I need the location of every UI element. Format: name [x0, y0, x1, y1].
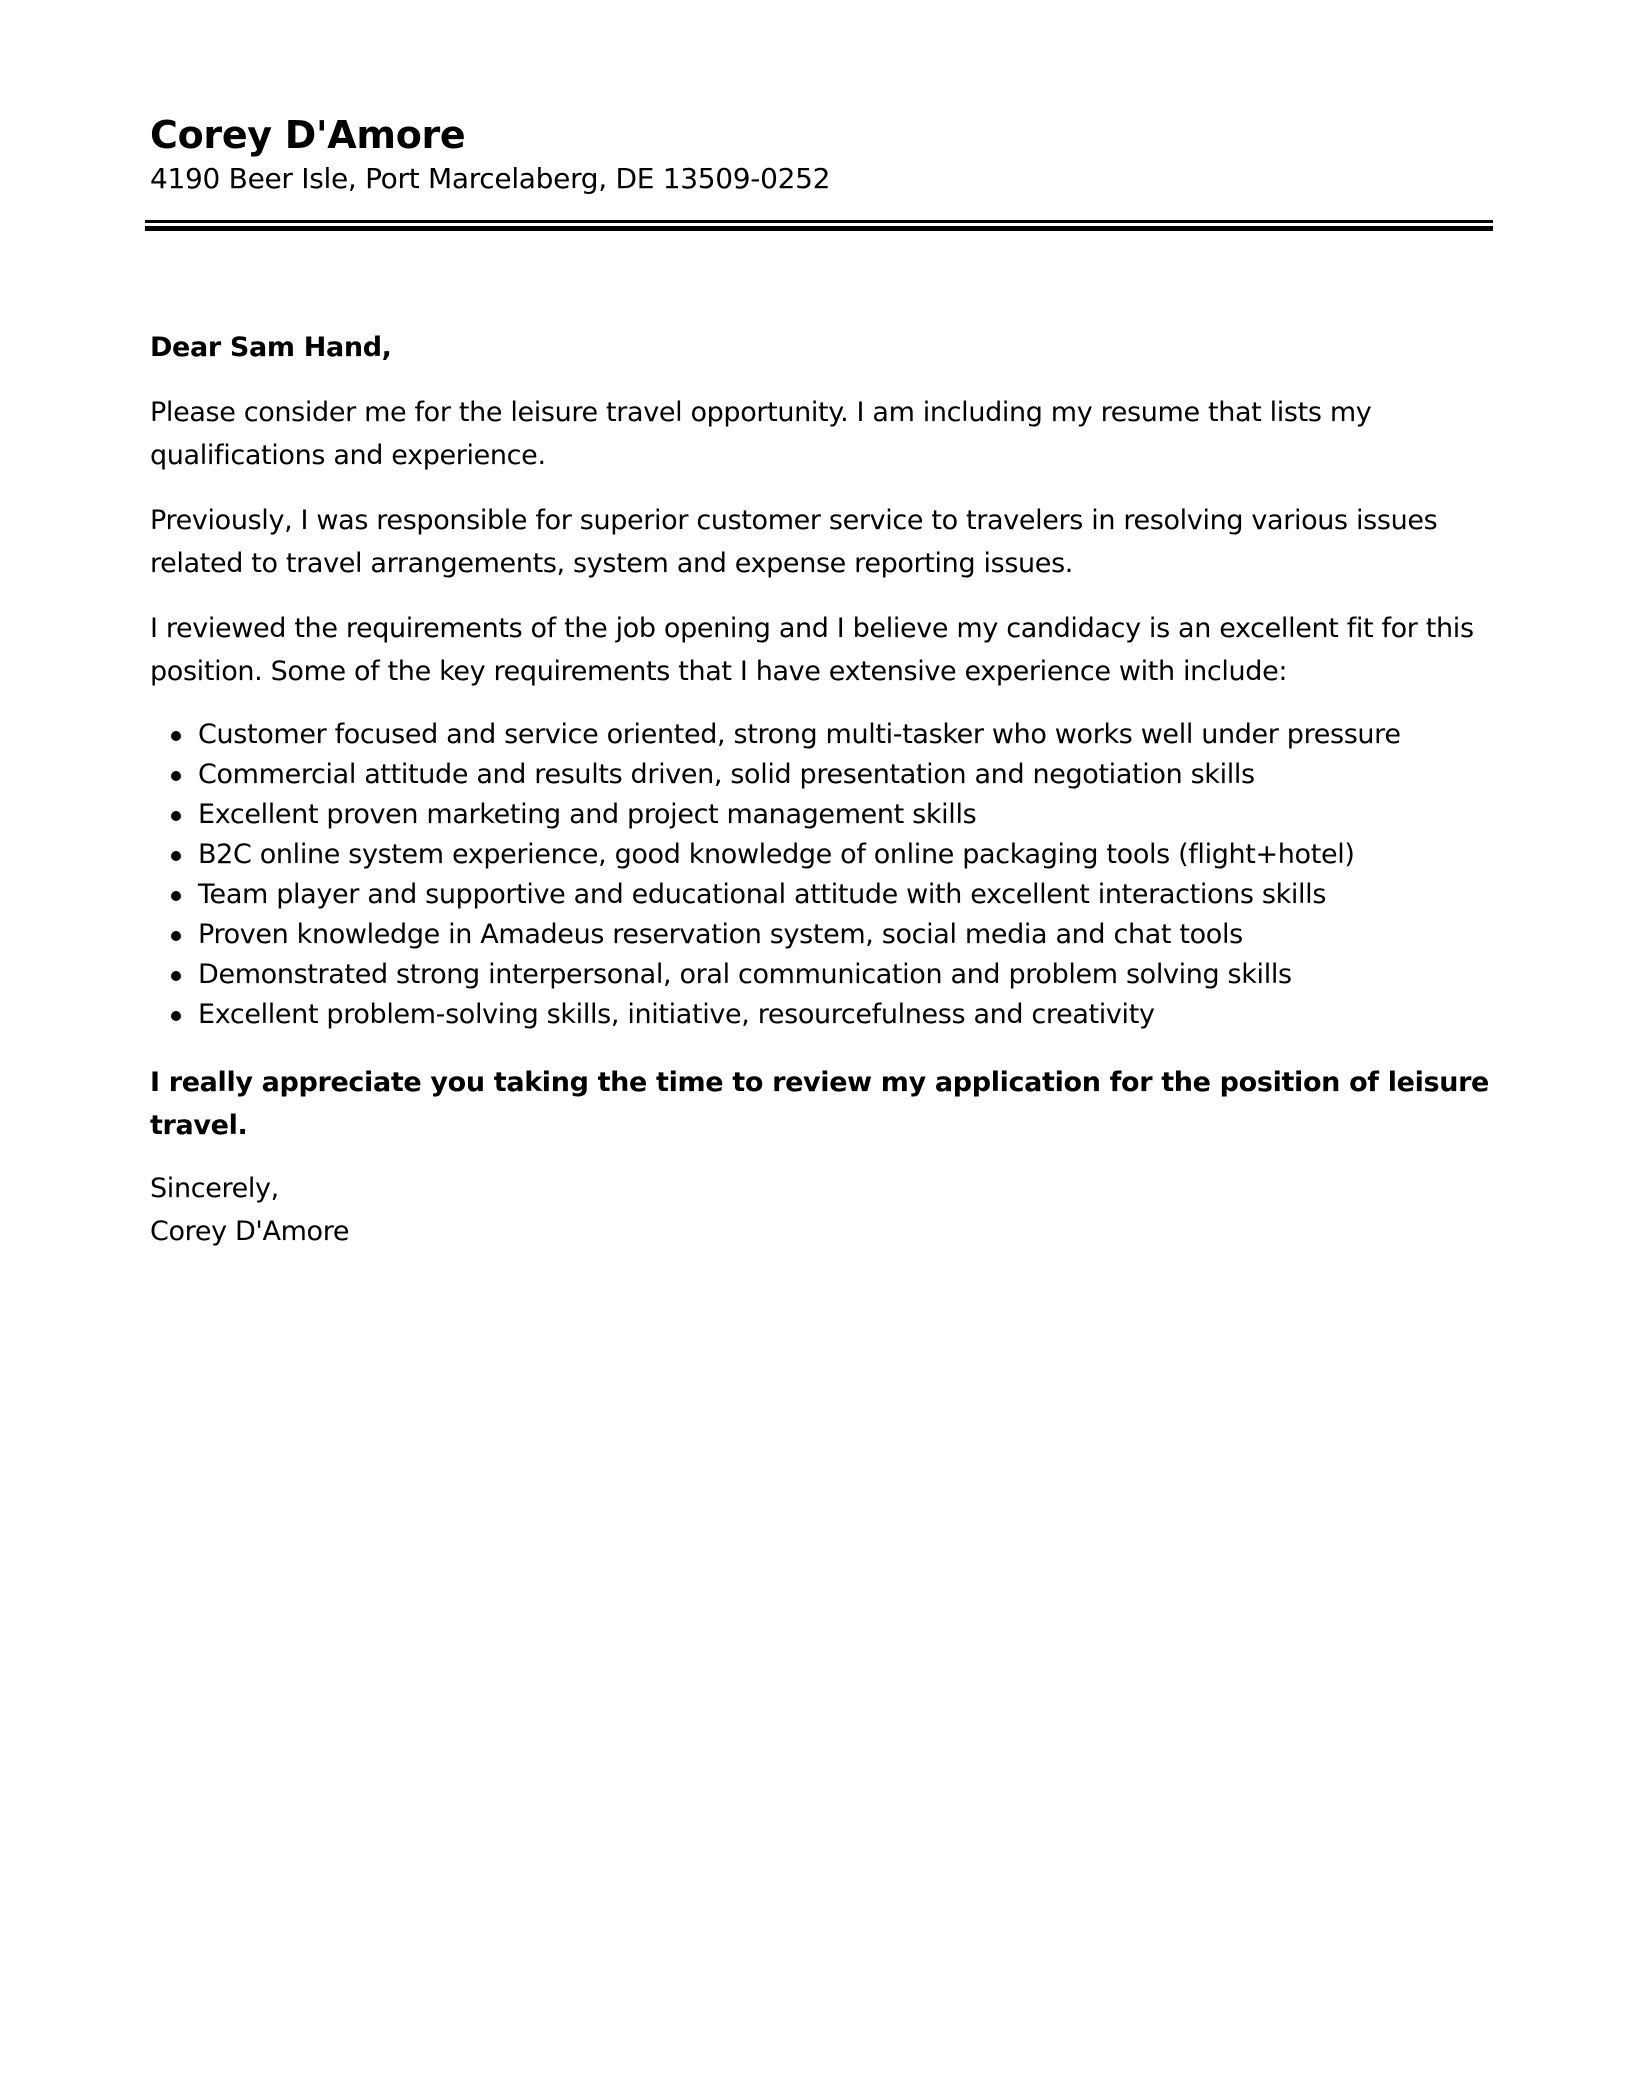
list-item: Excellent proven marketing and project management skills	[198, 795, 1489, 835]
sender-address: 4190 Beer Isle, Port Marcelaberg, DE 13509-0252	[150, 162, 831, 195]
salutation: Dear Sam Hand,	[150, 332, 392, 363]
signature-name: Corey D'Amore	[150, 1216, 350, 1247]
signoff: Sincerely,	[150, 1173, 279, 1204]
list-item: Team player and supportive and educational attitude with excellent interactions skills	[198, 875, 1489, 915]
skills-list	[150, 715, 1489, 1035]
paragraph-intro: Please consider me for the leisure travel opportunity. I am including my resume that lists my qualifications and experience.	[150, 397, 1372, 471]
header-divider	[145, 220, 1493, 231]
paragraph-requirements: I reviewed the requirements of the job opening and I believe my candidacy is an excellent fit for this position. Some of the key requirements that I have extensive experience with include:	[150, 613, 1474, 687]
list-item: Commercial attitude and results driven, solid presentation and negotiation skills	[198, 755, 1489, 795]
closing-statement: I really appreciate you taking the time to review my application for the position of leisure travel.	[150, 1067, 1489, 1141]
sender-name: Corey D'Amore	[150, 113, 466, 157]
list-item: Demonstrated strong interpersonal, oral communication and problem solving skills	[198, 955, 1489, 995]
paragraph-experience: Previously, I was responsible for superior customer service to travelers in resolving various issues related to travel arrangements, system and expense reporting issues.	[150, 505, 1438, 579]
letter-body	[150, 326, 1489, 1253]
list-item: Excellent problem-solving skills, initiative, resourcefulness and creativity	[198, 995, 1489, 1035]
list-item: B2C online system experience, good knowledge of online packaging tools (flight+hotel)	[198, 835, 1489, 875]
letter-header	[150, 110, 1489, 231]
list-item: Proven knowledge in Amadeus reservation system, social media and chat tools	[198, 915, 1489, 955]
list-item: Customer focused and service oriented, strong multi-tasker who works well under pressure	[198, 715, 1489, 755]
